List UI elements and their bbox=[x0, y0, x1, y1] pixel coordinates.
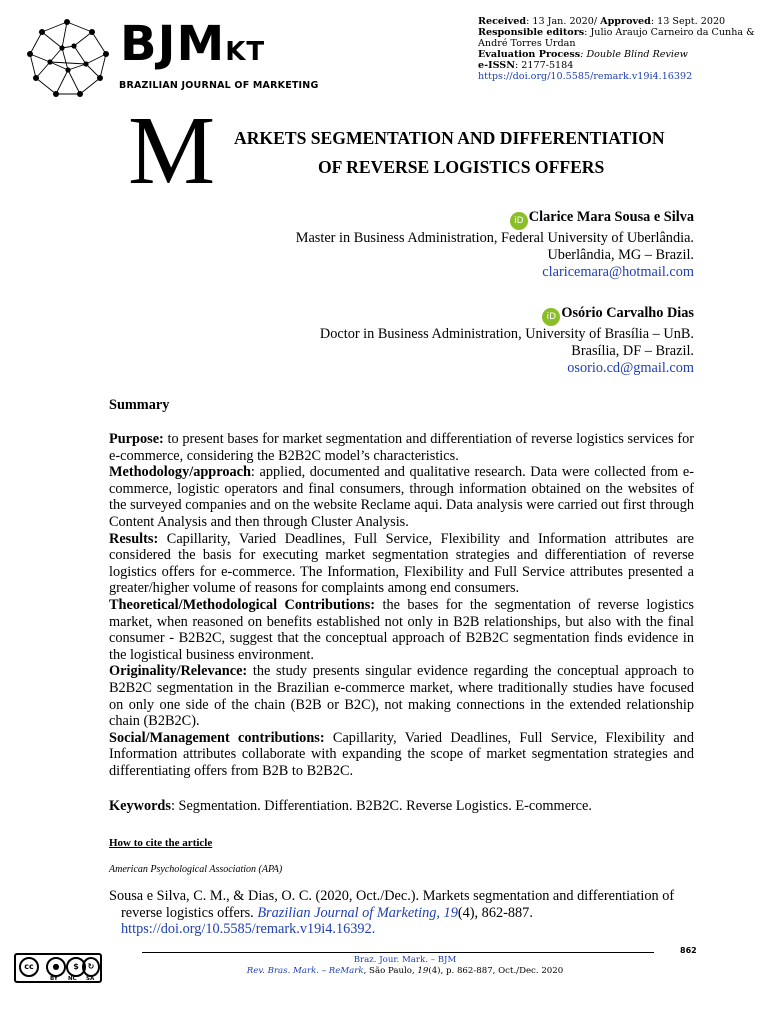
logo-subtitle: BRAZILIAN JOURNAL OF MARKETING bbox=[119, 80, 319, 91]
creative-commons-license-badge[interactable]: cc ● $ ↻ BY NC SA bbox=[14, 953, 102, 983]
author-affiliation: Master in Business Administration, Federal University of Uberlândia. bbox=[295, 230, 694, 246]
apa-label: American Psychological Association (APA) bbox=[109, 864, 283, 875]
title-initial: M bbox=[128, 97, 216, 205]
abstract-paragraph: Purpose: to present bases for market segmentation and differentiation of reverse logistics services for e-commerce, considering the B2B2C model’s characteristics. bbox=[109, 431, 694, 464]
author-name: Osório Carvalho Dias bbox=[561, 305, 694, 321]
network-globe-icon bbox=[22, 18, 112, 100]
author-email-link[interactable]: osorio.cd@gmail.com bbox=[567, 360, 694, 376]
footer-divider bbox=[142, 952, 654, 953]
author-affiliation: Doctor in Business Administration, University of Brasília – UnB. bbox=[319, 326, 694, 342]
summary-heading: Summary bbox=[109, 397, 170, 413]
logo-mark: BJMKT bbox=[120, 16, 266, 72]
citation: Sousa e Silva, C. M., & Dias, O. C. (2020, Oct./Dec.). Markets segmentation and differentiation of reverse logistics offers. Brazilian Journal of Marketing, 19(4), 862-887. https://doi.org/10.5585/remark.v19i4.16392. bbox=[109, 888, 675, 938]
abstract-paragraph: Theoretical/Methodological Contributions: the bases for the segmentation of reverse logistics market, when reasoned on benefits established not only in B2B relationships, but also with the final consumer - B2B2C, suggest that the conceptual approach of B2B2C segmentation finds evidence in the logistical business environment. bbox=[109, 596, 694, 663]
abstract-paragraph: Results: Capillarity, Varied Deadlines, Full Service, Flexibility and Information attributes are considered the basis for executing market segmentation strategies and differentiation of reverse logistics offers for e-commerce. The Information, Flexibility and Full Service attributes presented a greater/higher volume of reasons for complaints among end consumers. bbox=[109, 530, 694, 597]
author-location: Uberlândia, MG – Brazil. bbox=[547, 247, 694, 263]
abstract bbox=[109, 431, 694, 779]
journal-logo bbox=[22, 16, 319, 100]
citation-doi-link[interactable]: https://doi.org/10.5585/remark.v19i4.16392. bbox=[121, 921, 376, 938]
footer-journal-info: Braz. Jour. Mark. – BJM Rev. Bras. Mark. – ReMark, São Paulo, 19(4), p. 862-887, Oct./Dec. 2020 bbox=[246, 955, 564, 976]
noncommercial-icon: $ bbox=[66, 957, 86, 977]
cc-icon: cc bbox=[19, 957, 39, 977]
orcid-icon[interactable]: iD bbox=[542, 308, 560, 326]
author-name: Clarice Mara Sousa e Silva bbox=[528, 209, 694, 225]
author-block bbox=[320, 305, 694, 377]
author-block bbox=[296, 209, 694, 281]
abstract-paragraph: Social/Management contributions: Capillarity, Varied Deadlines, Full Service, Flexibility and Information attributes collaborate with expanding the scope of market segmentation strategies and differentiating offers from B2B to B2B2C. bbox=[109, 729, 695, 779]
abstract-paragraph: Originality/Relevance: the study presents singular evidence regarding the conceptual approach to B2B2C segmentation in the Brazilian e-commerce market, where traditionally studies have focused on only one side of the chain (B2B or B2C), not making connections in the extended relationship chain (B2B2C). bbox=[109, 663, 694, 730]
author-email-link[interactable]: claricemara@hotmail.com bbox=[542, 264, 694, 280]
author-location: Brasília, DF – Brazil. bbox=[571, 343, 694, 359]
how-to-cite-heading: How to cite the article bbox=[109, 837, 213, 849]
title-line-1: ARKETS SEGMENTATION AND DIFFERENTIATION bbox=[234, 128, 665, 148]
doi-link[interactable]: https://doi.org/10.5585/remark.v19i4.16392 bbox=[478, 71, 693, 82]
title-line-2: OF REVERSE LOGISTICS OFFERS bbox=[318, 157, 605, 177]
sharealike-icon: ↻ bbox=[82, 957, 100, 977]
article-metadata: Received: 13 Jan. 2020/ Approved: 13 Sept. 2020 Responsible editors: Julio Araujo Carneiro da Cunha & André Torres Urdan Evaluation Process: Double Blind Review e-ISSN: 2177-5184 https://doi.org/10.5585/remark.v19i4.16392 bbox=[478, 16, 755, 82]
orcid-icon[interactable]: iD bbox=[510, 212, 528, 230]
by-person-icon: ● bbox=[46, 957, 66, 977]
page-number: 862 bbox=[680, 946, 697, 955]
keywords: Keywords: Segmentation. Differentiation. B2B2C. Reverse Logistics. E-commerce. bbox=[109, 798, 592, 814]
abstract-paragraph: Methodology/approach: applied, documented and qualitative research. Data were collected from e-commerce, logistic operators and final consumers, through information obtained on the websites of the surveyed companies and on the website Reclame aqui. Data analysis were carried out first through Content Analysis and then through Cluster Analysis. bbox=[109, 464, 694, 530]
